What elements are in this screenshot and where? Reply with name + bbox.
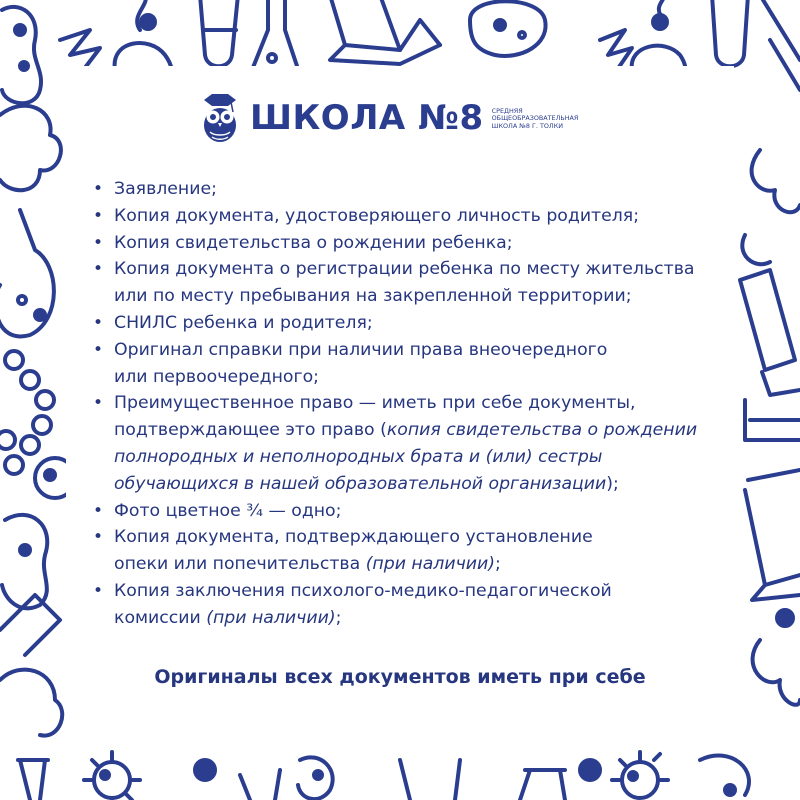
list-item-note: полнородных и неполнородных брата и (или) сестры <box>114 446 603 467</box>
list-item <box>90 256 730 310</box>
dot-doodle-bottom <box>195 760 215 780</box>
list-item-line <box>114 283 730 310</box>
list-item <box>90 390 730 497</box>
book-doodle-right-middle <box>745 470 800 600</box>
owl-icon <box>200 92 240 144</box>
dot-doodle-right <box>777 610 793 626</box>
bullet-icon: • <box>93 527 104 548</box>
list-item <box>90 524 730 578</box>
list-item-line <box>114 578 730 605</box>
petri-dish-doodle-top <box>470 1 546 56</box>
list-item-text: Заявление; <box>114 179 217 199</box>
list-item-line <box>114 176 730 203</box>
school-subtitle-line: ШКОЛА №8 Г. ТОЛКИ <box>491 121 564 130</box>
list-item-text: опеки или попечительства <box>114 554 366 575</box>
list-item-text: ); <box>606 473 619 494</box>
flame-doodle-bottom-right <box>753 640 800 705</box>
footer-note: Оригиналы всех документов иметь при себе <box>154 666 646 688</box>
list-item-text: комиссии <box>114 607 207 628</box>
virus-doodle-bottom-left <box>84 752 140 800</box>
list-item-text: ; <box>495 554 501 575</box>
list-item <box>90 578 730 632</box>
molecule-chain-doodle <box>0 351 54 474</box>
list-item-text: или по месту пребывания на закрепленной территории; <box>114 286 632 307</box>
list-item-text: Копия свидетельства о рождении ребенка; <box>114 232 513 253</box>
bacteria-doodle-left <box>2 515 47 608</box>
bullet-icon: • <box>93 312 104 333</box>
bacteria-doodle-bottom <box>298 757 333 799</box>
list-item-text: или первоочередного; <box>114 366 319 387</box>
list-item-text: ; <box>335 607 342 628</box>
cloud-doodle-bottom-left <box>0 670 62 736</box>
list-item-line <box>114 498 730 525</box>
bullet-icon: • <box>93 232 104 253</box>
list-item <box>90 337 730 391</box>
list-item <box>90 230 730 257</box>
list-item-line <box>114 444 730 471</box>
cloud-doodle-left <box>0 106 61 191</box>
required-documents-list <box>90 176 730 632</box>
list-item-line <box>114 551 730 578</box>
list-item-line <box>114 310 730 337</box>
list-item <box>90 176 730 203</box>
bullet-icon: • <box>93 339 104 360</box>
bullet-icon: • <box>93 393 104 414</box>
bullet-icon: • <box>93 500 104 521</box>
list-item-line <box>114 256 730 283</box>
documents-card <box>66 66 734 742</box>
list-item-text: Копия документа о регистрации ребенка по месту жительства <box>114 259 695 280</box>
school-subtitle-line: СРЕДНЯЯ <box>491 106 523 115</box>
virus-doodle-bottom-right <box>612 752 668 798</box>
dot-doodle-bottom-right <box>580 760 600 780</box>
list-item <box>90 203 730 230</box>
list-item-line <box>114 230 730 257</box>
school-header <box>200 90 582 146</box>
list-item-note: (при наличии) <box>206 607 336 628</box>
book-doodle-right <box>760 0 800 90</box>
list-item-line <box>114 605 730 632</box>
test-tube-doodle-top <box>200 0 238 66</box>
school-subtitle-line: ОБЩЕОБРАЗОВАТЕЛЬНАЯ <box>491 114 579 123</box>
list-item-line <box>114 390 730 417</box>
bullet-icon: • <box>93 179 104 199</box>
list-item-line <box>114 524 730 551</box>
beaker-doodle-bottom <box>240 760 460 800</box>
bacteria-doodle-bottom-right <box>700 755 749 795</box>
list-item-text: Копия документа, подтверждающего установление <box>114 527 593 548</box>
bullet-icon: • <box>93 580 104 601</box>
bacteria-doodle-top-left <box>2 7 41 103</box>
list-item <box>90 498 730 525</box>
list-item-note: (при наличии) <box>365 554 496 575</box>
flame-doodle-right <box>742 150 800 264</box>
list-item-note: обучающихся в нашей образовательной организации <box>114 473 607 494</box>
list-item-line <box>114 417 730 444</box>
school-name: ШКОЛА №8 <box>250 98 484 138</box>
list-item-note: копия свидетельства о рождении <box>386 420 698 441</box>
list-item <box>90 310 730 337</box>
list-item-text: Копия документа, удостоверяющего личность родителя; <box>114 205 640 226</box>
microscope-doodle <box>740 270 800 440</box>
list-item-text: подтверждающее это право ( <box>114 420 387 441</box>
flask-doodle-top <box>250 0 300 75</box>
list-item-text: Фото цветное ¾ — одно; <box>114 500 342 521</box>
list-item-text: Оригинал справки при наличии права внеочередного <box>114 339 608 360</box>
bullet-icon: • <box>93 259 104 280</box>
list-item-text: Преимущественное право — иметь при себе документы, <box>114 393 636 414</box>
open-book-doodle-top <box>330 0 440 64</box>
flask-doodle-bottom <box>18 760 48 800</box>
list-item-line <box>114 203 730 230</box>
list-item-line <box>114 337 730 364</box>
list-item-text: Копия заключения психолого-медико-педагогической <box>114 580 612 601</box>
list-item-text: СНИЛС ребенка и родителя; <box>114 312 373 333</box>
test-tube-doodle-left <box>0 595 60 655</box>
test-tube-doodle-top-right <box>712 0 748 66</box>
test-tube-doodle-bottom <box>520 770 565 800</box>
list-item-line <box>114 364 730 391</box>
bullet-icon: • <box>93 205 104 226</box>
school-subtitle <box>492 108 582 130</box>
list-item-line <box>114 471 730 498</box>
round-flask-doodle <box>0 210 54 336</box>
